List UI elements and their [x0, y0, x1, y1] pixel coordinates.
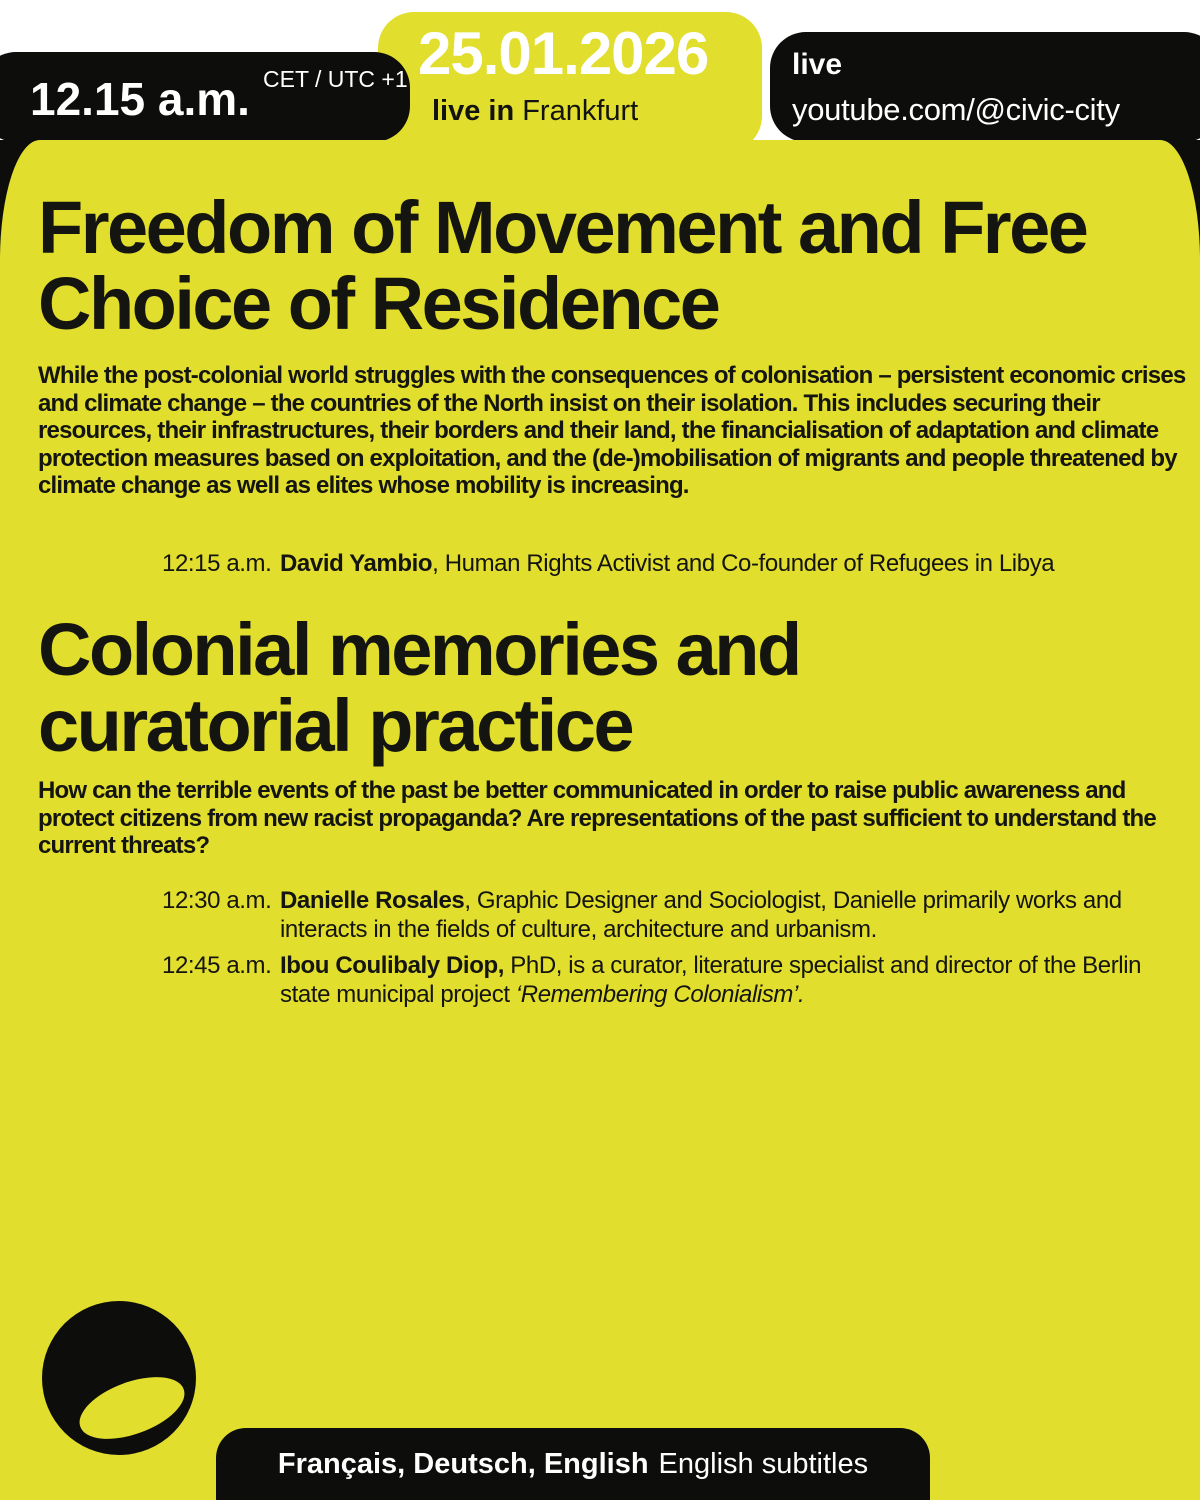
civic-city-eclipse-logo-icon [39, 1300, 199, 1460]
section-1-speakers [162, 549, 1172, 585]
section-2-title-line-1: Colonial memories and [38, 608, 800, 691]
speaker-row [162, 886, 1172, 944]
event-date: 25.01.2026 [418, 20, 709, 87]
section-1-title-line-2: Choice of Residence [38, 262, 719, 345]
speaker-row [162, 951, 1172, 1009]
subtitles-label: English subtitles [658, 1447, 869, 1480]
languages-label: Français, Deutsch, English [277, 1447, 649, 1480]
speaker-time: 12:30 a.m. [162, 887, 272, 914]
city-label: Frankfurt [522, 95, 639, 127]
speaker-time: 12:15 a.m. [162, 550, 272, 577]
speaker-description: , Graphic Designer and Sociologist, Danielle primarily works and interacts in the fields of culture, architecture and urbanism. [280, 887, 1122, 943]
section-1-description: While the post-colonial world struggles with the consequences of colonisation – persistent economic crises and climate change – the countries of the North insist on their isolation. This includes securing their resources, their infrastructures, their borders and their land, the financialisation of adaptation and climate protection measures based on exploitation, and the (de-)mobilisation of migrants and people threatened by climate change as well as elites whose mobility is increasing. [38, 362, 1186, 499]
speaker-description: , Human Rights Activist and Co-founder of Refugees in Libya [432, 550, 1055, 577]
speaker-name: Ibou Coulibaly Diop, [280, 952, 504, 979]
speaker-description: PhD, is a curator, literature specialist and director of the Berlin state municipal project [280, 952, 1142, 1008]
section-2-title-line-2: curatorial practice [38, 684, 633, 767]
section-2-speakers [162, 886, 1172, 1016]
start-time: 12.15 a.m. [30, 73, 250, 125]
speaker-row [162, 549, 1172, 578]
timezone-label: CET / UTC +1 [263, 66, 408, 92]
section-2-description: How can the terrible events of the past be better communicated in order to raise public awareness and protect citizens from new racist propaganda? Are representations of the past sufficient to understand the current threats? [38, 777, 1156, 859]
live-in-label: live in [432, 95, 515, 127]
live-label: live [792, 48, 843, 81]
speaker-time: 12:45 a.m. [162, 952, 272, 979]
section-1-title [38, 186, 1087, 345]
youtube-url[interactable]: youtube.com/@civic-city [792, 92, 1120, 127]
speaker-description-italic: ‘Remembering Colonialism’. [515, 981, 805, 1008]
section-1-title-line-1: Freedom of Movement and Free [38, 186, 1087, 269]
languages-bar [216, 1428, 930, 1500]
speaker-name: David Yambio [280, 550, 433, 577]
speaker-name: Danielle Rosales [280, 887, 465, 914]
section-2-title [38, 608, 800, 767]
